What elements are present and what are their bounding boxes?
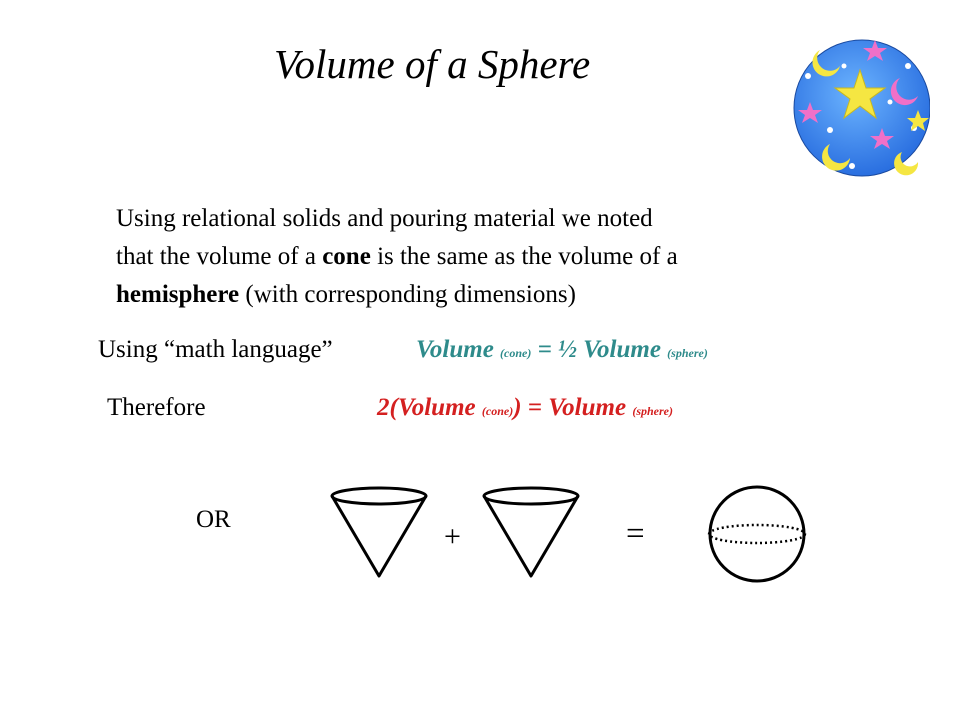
therefore-label: Therefore [107, 394, 206, 421]
cone-left-icon [328, 482, 438, 582]
hemisphere-term: hemisphere [116, 281, 240, 308]
math-language-row [98, 336, 708, 364]
sphere-icon [700, 482, 820, 586]
therefore-row [107, 394, 673, 422]
cone-right-icon [480, 482, 590, 582]
math-language-label: Using “math language” [98, 336, 333, 363]
sphere-volume-formula: 2(Volume (cone)) = Volume (sphere) [377, 394, 673, 421]
cone-term: cone [322, 243, 371, 270]
plus-sign: + [444, 520, 461, 553]
equals-sign: = [626, 516, 645, 552]
intro-line-1: Using relational solids and pouring material we noted [116, 205, 653, 232]
or-label: OR [196, 506, 231, 533]
page-title: Volume of a Sphere [274, 41, 591, 87]
intro-line-2: that the volume of a cone is the same as the volume of a [116, 243, 678, 270]
star-ball-icon [790, 32, 930, 182]
half-volume-formula: Volume (cone) = ½ Volume (sphere) [416, 336, 708, 363]
intro-paragraph [116, 200, 856, 314]
intro-line-3: hemisphere (with corresponding dimensions) [116, 281, 576, 308]
